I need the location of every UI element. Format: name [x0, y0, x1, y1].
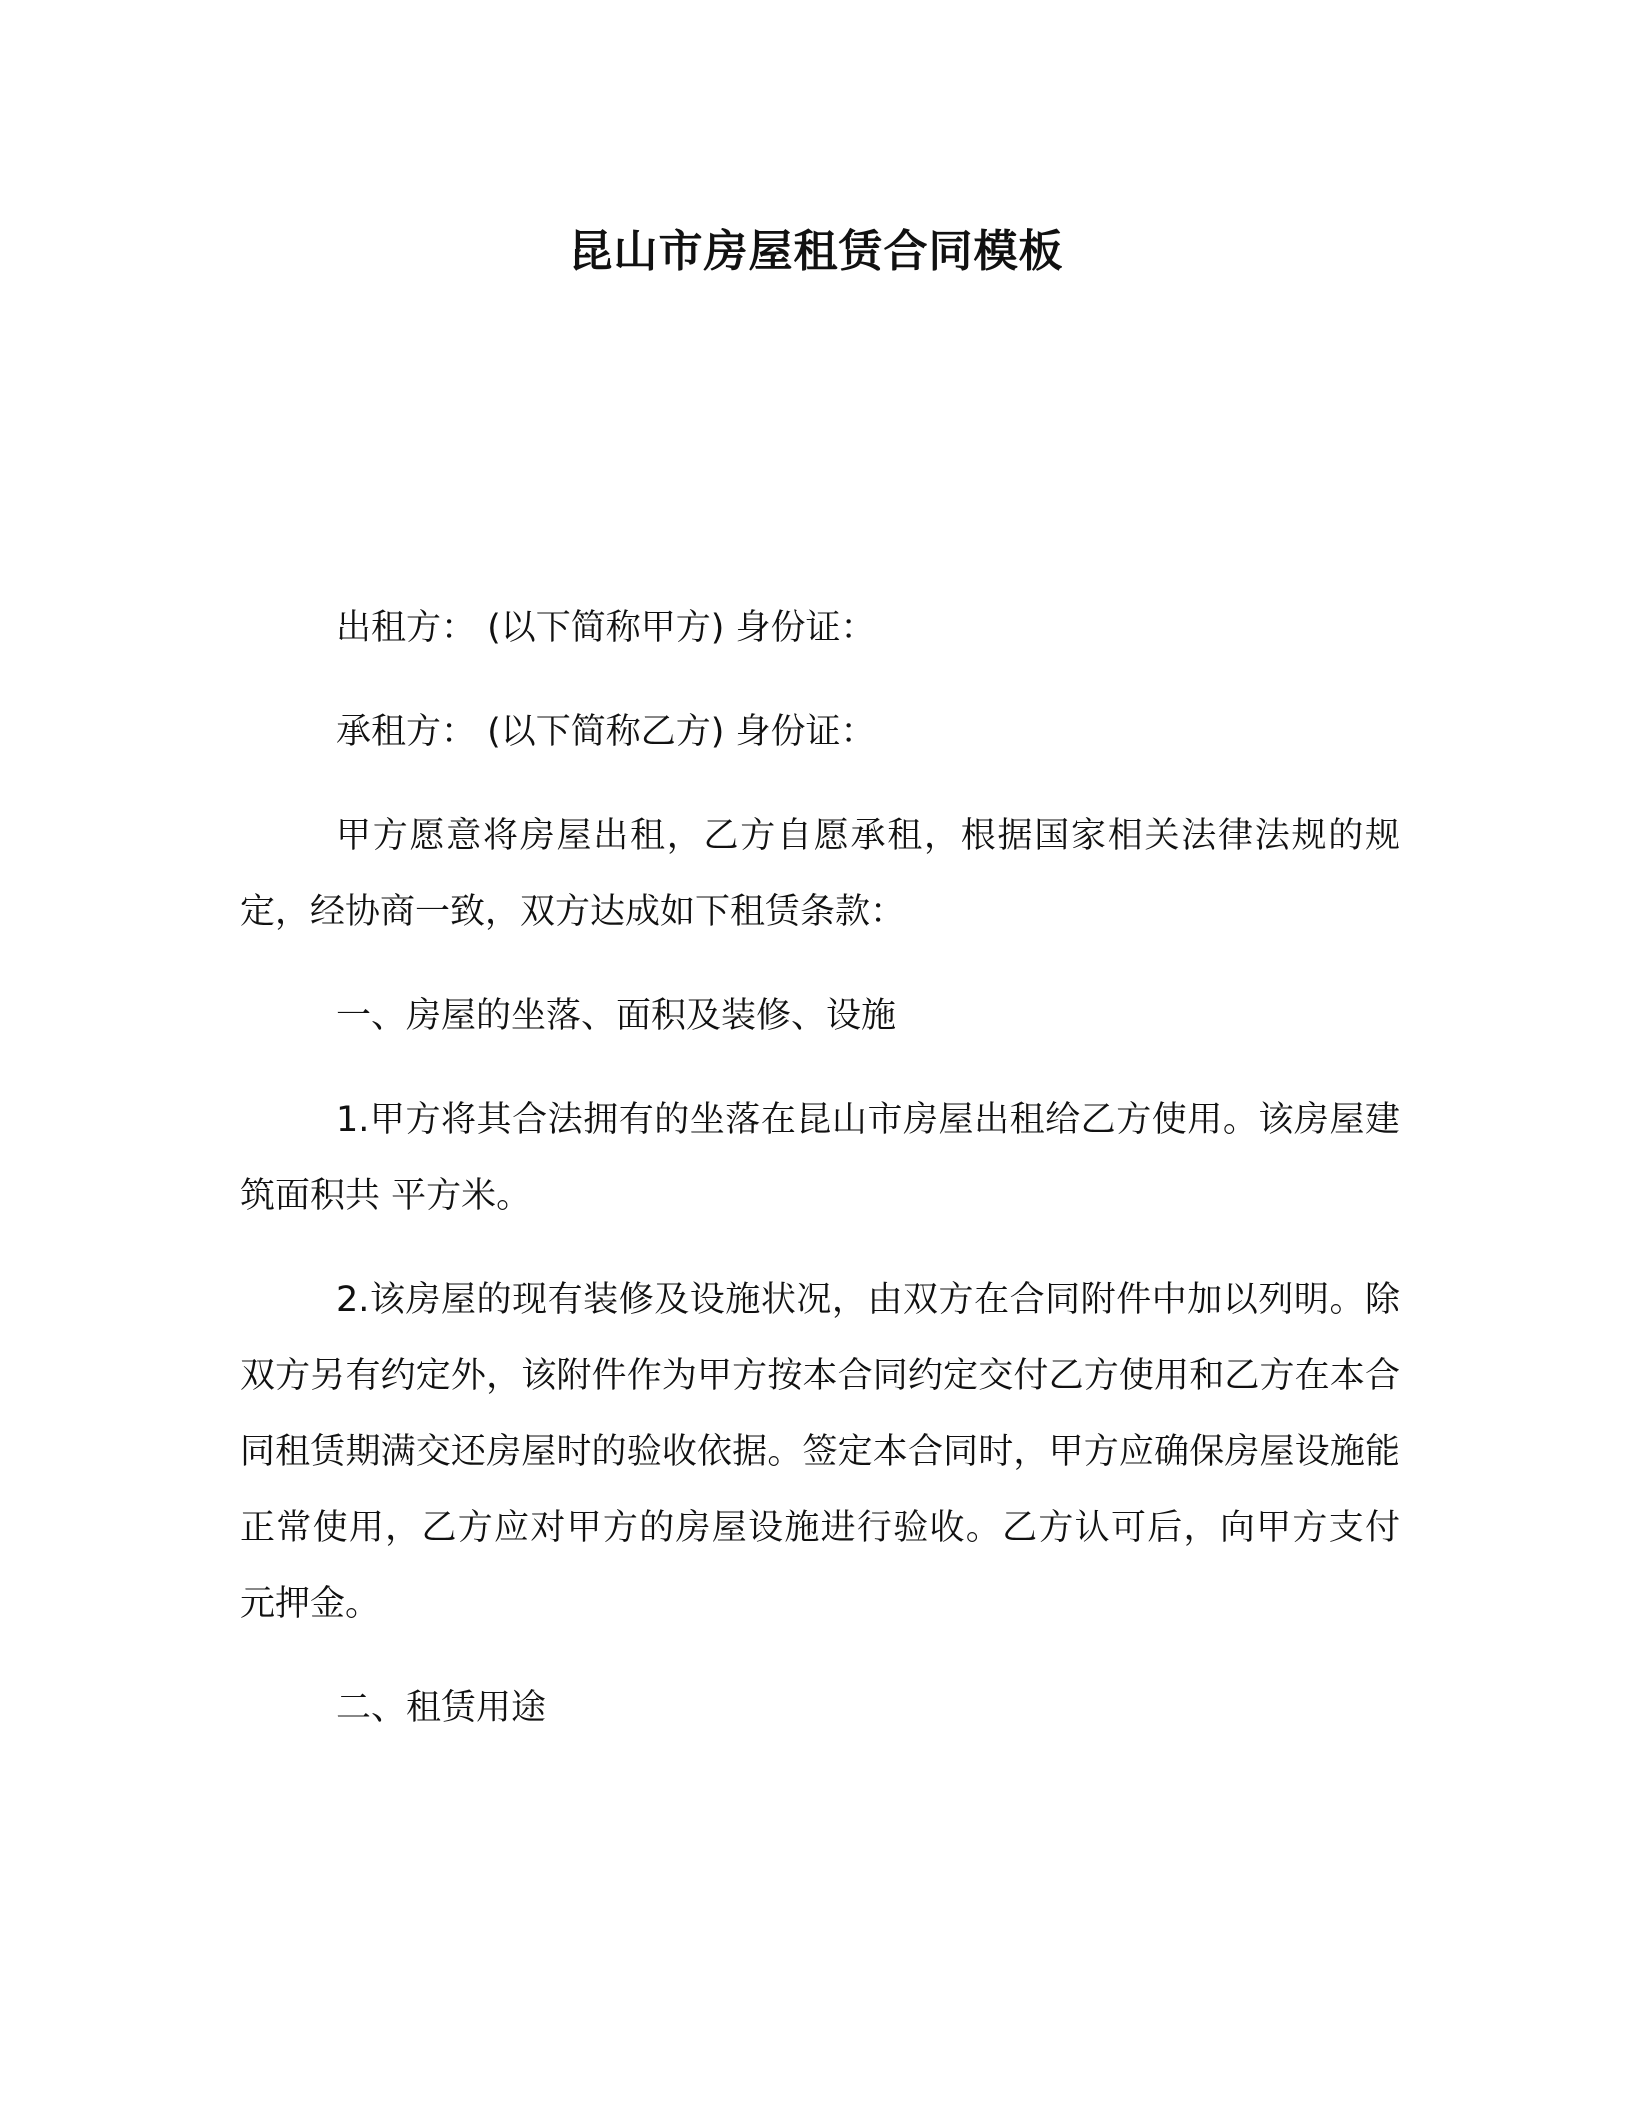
document-body — [240, 590, 1400, 1774]
paragraph-preamble: 甲方愿意将房屋出租，乙方自愿承租，根据国家相关法律法规的规定，经协商一致，双方达成如下租赁条款： — [240, 816, 1400, 932]
section-heading-1: 一、房屋的坐落、面积及装修、设施 — [336, 996, 897, 1036]
section-heading-2: 二、租赁用途 — [336, 1688, 547, 1728]
document-title: 昆山市房屋租赁合同模板 — [568, 226, 1064, 277]
paragraph-lessee: 承租方： (以下简称乙方) 身份证： — [336, 712, 876, 752]
paragraph-lessor: 出租方： (以下简称甲方) 身份证： — [336, 608, 876, 648]
clause-1-1: 1.甲方将其合法拥有的坐落在昆山市房屋出租给乙方使用。该房屋建筑面积共 平方米。 — [240, 1100, 1400, 1216]
clause-1-2: 2.该房屋的现有装修及设施状况，由双方在合同附件中加以列明。除双方另有约定外，该附件作为甲方按本合同约定交付乙方使用和乙方在本合同租赁期满交还房屋时的验收依据。签定本合同时，甲方应确保房屋设施能正常使用，乙方应对甲方的房屋设施进行验收。乙方认可后，向甲方支付 元押金。 — [240, 1280, 1400, 1624]
